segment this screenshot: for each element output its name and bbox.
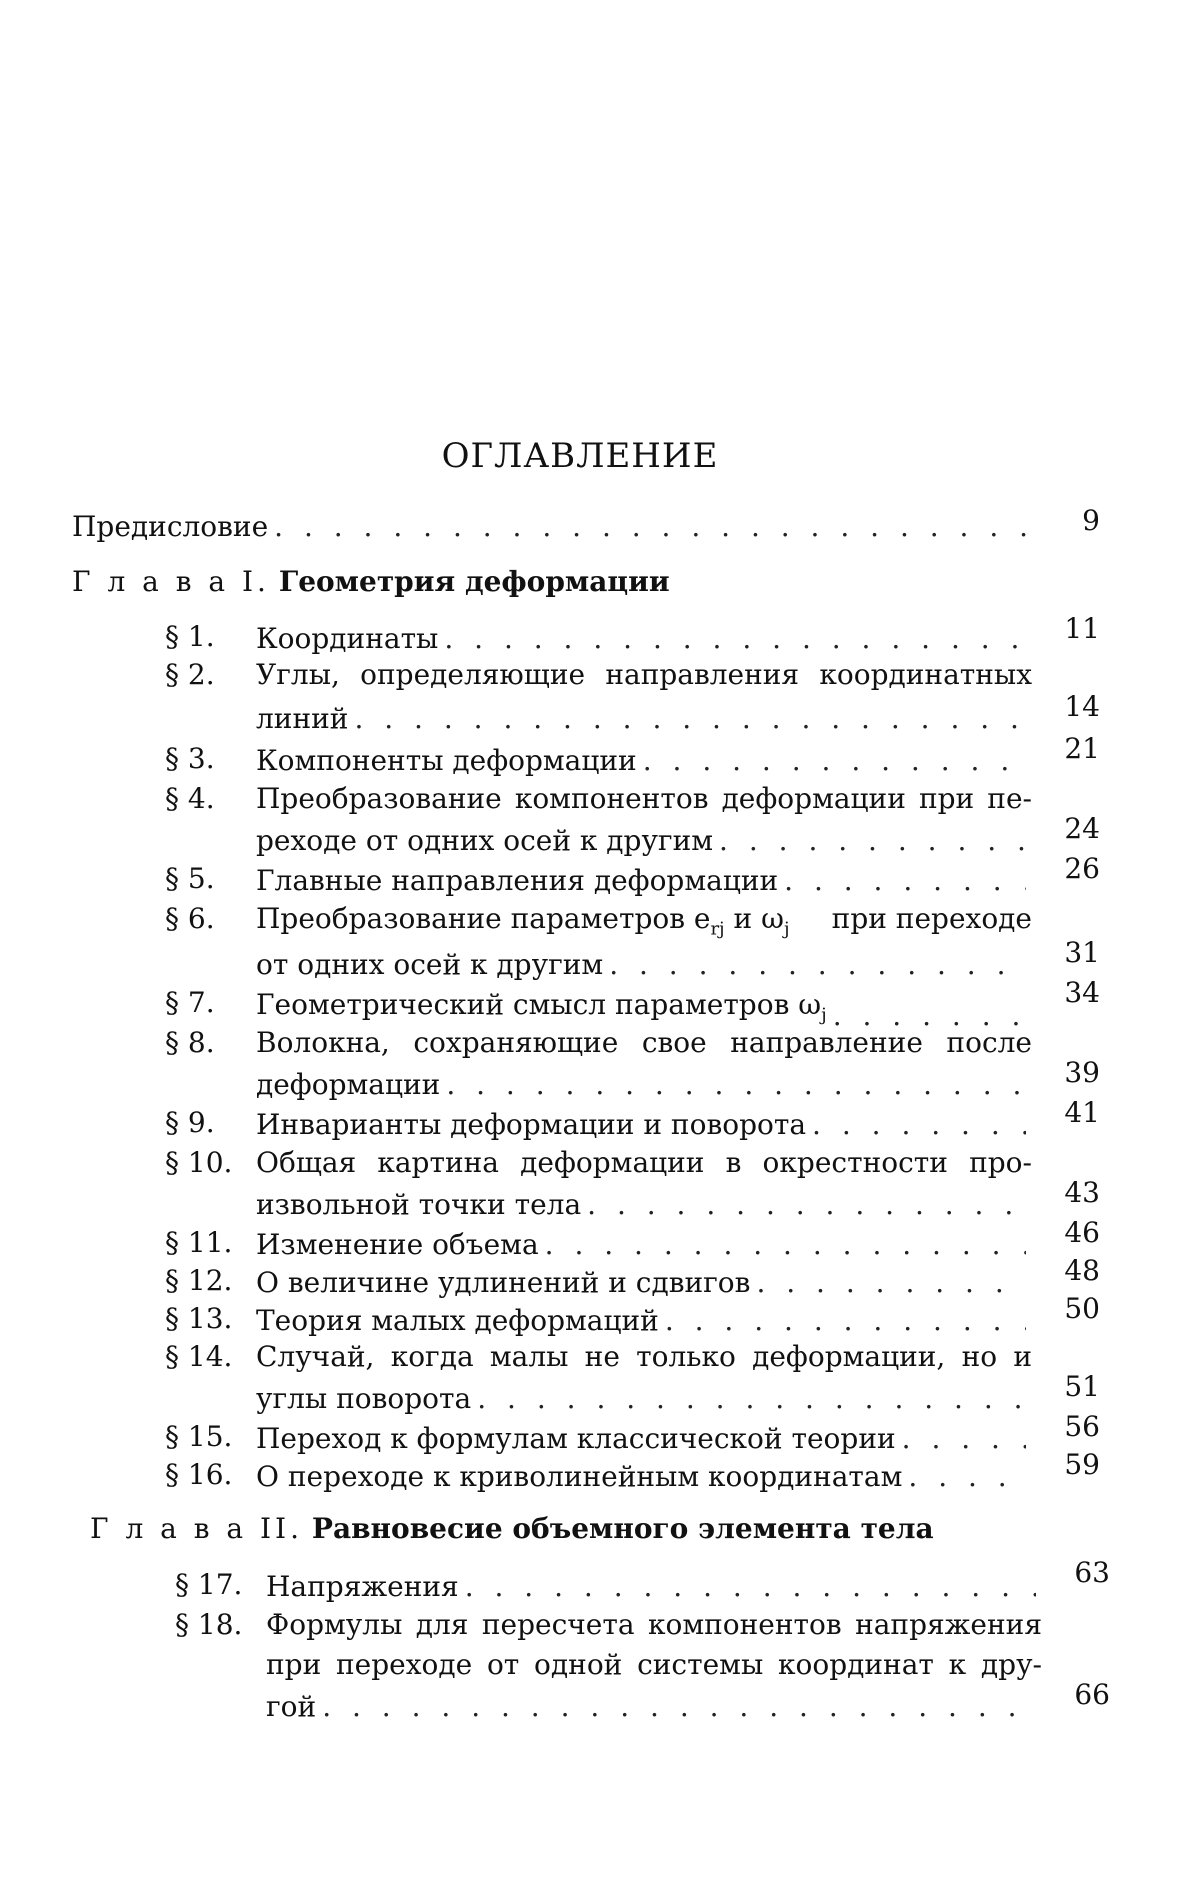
section-number: § 16. [165, 1458, 233, 1491]
dot-leader [274, 508, 1026, 546]
page-number: 56 [1064, 1410, 1100, 1443]
entry-label: Преобразование параметров e [256, 902, 711, 935]
dot-leader [322, 1688, 1036, 1726]
page-number: 34 [1064, 976, 1100, 1009]
toc-entry-section-5[interactable] [256, 862, 1032, 900]
entry-line-1 [256, 1340, 1032, 1373]
section-number: § 5. [165, 862, 215, 895]
entry-label: Предисловие [72, 510, 269, 543]
toc-entry-section-4[interactable] [256, 822, 1032, 860]
entry-label: Координаты [256, 622, 439, 655]
toc-entry-preface[interactable] [72, 508, 1032, 546]
entry-label: от одних осей к другим [256, 948, 604, 981]
dot-leader [609, 946, 1026, 984]
section-number: § 1. [165, 620, 215, 653]
dot-leader [665, 1302, 1026, 1340]
dot-leader [784, 862, 1026, 900]
page-number: 39 [1064, 1056, 1100, 1089]
toc-entry-section-18[interactable] [266, 1688, 1042, 1726]
entry-line-2 [266, 1648, 1042, 1681]
entry-label: и ω [724, 902, 784, 935]
entry-label: Преобразование компонентов деформации при пе- [256, 782, 1032, 815]
dot-leader [444, 620, 1026, 658]
page-number: 11 [1064, 612, 1100, 645]
dot-leader [908, 1458, 1026, 1496]
dot-leader [446, 1066, 1026, 1104]
section-number: § 9. [165, 1106, 215, 1139]
dot-leader [587, 1186, 1026, 1224]
section-number: § 10. [165, 1146, 233, 1179]
section-number: § 15. [165, 1420, 233, 1453]
toc-entry-section-14[interactable] [256, 1380, 1032, 1418]
page-number: 66 [1074, 1678, 1110, 1711]
entry-line-1 [256, 782, 1032, 815]
entry-label: деформации [256, 1068, 441, 1101]
dot-leader [465, 1568, 1036, 1606]
entry-label: Компоненты деформации [256, 744, 637, 777]
toc-entry-section-11[interactable] [256, 1226, 1032, 1264]
page-number: 24 [1064, 812, 1100, 845]
toc-entry-section-6[interactable] [256, 946, 1032, 984]
page-number: 26 [1064, 852, 1100, 885]
page-number: 63 [1074, 1556, 1110, 1589]
entry-label: углы поворота [256, 1382, 472, 1415]
entry-label: Общая картина деформации в окрестности про- [256, 1146, 1032, 1179]
dot-leader [545, 1226, 1026, 1264]
page-number: 46 [1064, 1216, 1100, 1249]
entry-label: О переходе к криволинейным координатам [256, 1460, 903, 1493]
entry-label: Теория малых деформаций [256, 1304, 659, 1337]
entry-label: О величине удлинений и сдвигов [256, 1266, 751, 1299]
page-number: 21 [1064, 732, 1100, 765]
entry-line-1 [256, 1026, 1032, 1059]
dot-leader [902, 1420, 1026, 1458]
toc-entry-section-10[interactable] [256, 1186, 1032, 1224]
subscript: j [783, 918, 790, 940]
toc-entry-section-16[interactable] [256, 1458, 1032, 1496]
entry-label: Инварианты деформации и поворота [256, 1108, 807, 1141]
toc-entry-section-8[interactable] [256, 1066, 1032, 1104]
page-number: 50 [1064, 1292, 1100, 1325]
page-number: 14 [1064, 690, 1100, 723]
entry-label: гой [266, 1690, 317, 1723]
section-number: § 11. [165, 1226, 233, 1259]
section-number: § 17. [175, 1568, 243, 1601]
section-number: § 8. [165, 1026, 215, 1059]
dot-leader [477, 1380, 1026, 1418]
subscript: rj [710, 918, 725, 940]
toc-entry-section-17[interactable] [266, 1568, 1042, 1606]
entry-line-1 [256, 902, 1032, 940]
entry-label: Переход к формулам классической теории [256, 1422, 896, 1455]
chapter-name: Геометрия деформации [278, 565, 670, 598]
page-number: 31 [1064, 936, 1100, 969]
entry-label: реходе от одних осей к другим [256, 824, 714, 857]
entry-line-1 [256, 1146, 1032, 1179]
entry-label: Углы, определяющие направления координатных [256, 658, 1032, 691]
toc-title: ОГЛАВЛЕНИЕ [441, 436, 719, 476]
dot-leader [354, 700, 1026, 738]
toc-entry-section-3[interactable] [256, 742, 1032, 780]
chapter-heading-1 [72, 565, 670, 598]
page-number: 43 [1064, 1176, 1100, 1209]
entry-label: Напряжения [266, 1570, 459, 1603]
dot-leader [719, 822, 1026, 860]
entry-label: Главные направления деформации [256, 864, 779, 897]
section-number: § 3. [165, 742, 215, 775]
dot-leader [756, 1264, 1026, 1302]
section-number: § 13. [165, 1302, 233, 1335]
entry-label: при переходе от одной системы координат к дру- [266, 1648, 1042, 1681]
section-number: § 7. [165, 986, 215, 1019]
entry-label: извольной точки тела [256, 1188, 582, 1221]
chapter-name: Равновесие объемного элемента тела [311, 1512, 934, 1545]
chapter-heading-2 [90, 1512, 934, 1545]
toc-entry-section-15[interactable] [256, 1420, 1032, 1458]
subscript: j [821, 1004, 827, 1026]
entry-label: Формулы для пересчета компонентов напряжения [266, 1608, 1042, 1641]
entry-label: Волокна, сохраняющие свое направление после [256, 1026, 1032, 1059]
section-number: § 2. [165, 658, 215, 691]
page-number: 9 [1082, 504, 1100, 537]
entry-line-1 [266, 1608, 1042, 1641]
entry-label: Геометрический смысл параметров ω [256, 988, 822, 1021]
section-number: § 12. [165, 1264, 233, 1297]
section-number: § 6. [165, 902, 215, 935]
chapter-label: Г л а в а I. [72, 565, 270, 598]
chapter-label: Г л а в а II. [90, 1512, 303, 1545]
toc-entry-section-2[interactable] [256, 700, 1032, 738]
entry-label: линий [256, 702, 349, 735]
dot-leader [643, 742, 1026, 780]
page-number: 48 [1064, 1254, 1100, 1287]
section-number: § 18. [175, 1608, 243, 1641]
section-number: § 14. [165, 1340, 233, 1373]
toc-entry-section-13[interactable] [256, 1302, 1032, 1340]
toc-entry-section-1[interactable] [256, 620, 1032, 658]
page-number: 59 [1064, 1448, 1100, 1481]
entry-label: Изменение объема [256, 1228, 539, 1261]
entry-label: при переходе [831, 902, 1032, 935]
entry-label-part [256, 902, 790, 940]
toc-entry-section-9[interactable] [256, 1106, 1032, 1144]
section-number: § 4. [165, 782, 215, 815]
toc-entry-section-12[interactable] [256, 1264, 1032, 1302]
entry-line-1 [256, 658, 1032, 691]
entry-label: Случай, когда малы не только деформации, но и [256, 1340, 1032, 1373]
page-number: 41 [1064, 1096, 1100, 1129]
page-number: 51 [1064, 1370, 1100, 1403]
dot-leader [812, 1106, 1026, 1144]
